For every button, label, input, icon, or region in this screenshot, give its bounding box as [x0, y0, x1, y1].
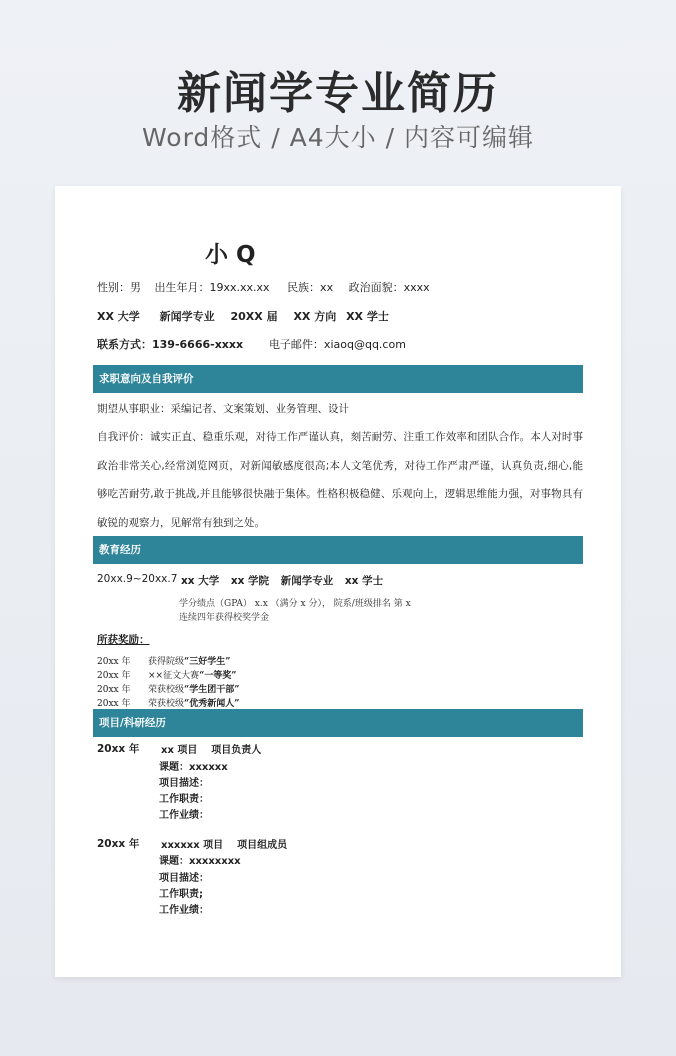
resume-page: [55, 186, 621, 977]
award-desc: ××征文大赛: [148, 671, 200, 681]
graduation-year: 20XX 届: [230, 310, 278, 323]
gpa-line: 学分绩点（GPA） x.x （满分 x 分）， 院系/班级排名 第 x: [179, 599, 411, 609]
award-item: [97, 668, 236, 681]
degree: XX 学士: [346, 310, 389, 323]
section-header-projects: 项目/科研经历: [93, 709, 583, 737]
award-name: “三好学生”: [184, 657, 231, 667]
award-item: [97, 696, 239, 709]
birth-date: 出生年月：19xx.xx.xx: [154, 281, 270, 294]
basic-info: [97, 279, 430, 295]
award-year: 20xx 年: [97, 699, 131, 709]
award-item: [97, 682, 239, 695]
edu-college: xx 学院: [230, 575, 270, 587]
major: 新闻学专业: [159, 310, 215, 323]
email: 电子邮件：xiaoq@qq.com: [268, 338, 406, 351]
project-duty: 工作职责;: [159, 889, 203, 900]
contact-info: [97, 336, 406, 352]
project-year: 20xx 年: [97, 838, 140, 850]
banner-title: 新闻学专业简历: [177, 68, 499, 119]
award-name: “优秀新闻人”: [184, 699, 240, 709]
candidate-name: 小 Q: [205, 242, 256, 268]
ethnicity: 民族：xx: [287, 281, 334, 294]
award-name: “一等奖”: [199, 671, 237, 681]
job-expectation: 期望从事职业：采编记者、文案策划、业务管理、设计: [97, 403, 349, 415]
phone: 联系方式：139-6666-xxxx: [97, 338, 244, 351]
project-topic: 课题：xxxxxx: [159, 762, 228, 773]
award-desc: 荣获校级: [148, 685, 185, 695]
award-desc: 荣获校级: [148, 699, 185, 709]
education-summary: [97, 308, 389, 324]
edu-major: 新闻学专业: [280, 575, 334, 587]
award-year: 20xx 年: [97, 657, 131, 667]
scholarship-line: 连续四年获得校奖学金: [179, 613, 270, 623]
project-topic: 课题：xxxxxxxx: [159, 856, 241, 867]
project-description: 项目描述：: [159, 778, 209, 789]
education-detail: [181, 573, 383, 588]
political-status: 政治面貌：xxxx: [348, 281, 430, 294]
project-result: 工作业绩：: [159, 810, 209, 821]
award-item: [97, 654, 230, 667]
self-evaluation: 自我评价：诚实正直、稳重乐观，对待工作严谨认真，刻苦耐劳、注重工作效率和团队合作。本人对时事政治非常关心,经常浏览网页，对新闻敏感度很高;本人文笔优秀，对待工作严肃严谨，认真负责,细心,能够吃苦耐劳,敢于挑战,并且能够很快融于集体。性格积极稳健、乐观向上，逻辑思维能力强，对事物具有敏锐的观察力，见解常有独到之处。: [97, 431, 583, 529]
education-period: 20xx.9~20xx.7: [97, 573, 178, 585]
project-description: 项目描述：: [159, 873, 209, 884]
section-header-education: 教育经历: [93, 536, 583, 564]
award-name: “学生团干部”: [184, 685, 240, 695]
banner-subtitle: Word格式 / A4大小 / 内容可编辑: [142, 123, 534, 152]
project-result: 工作业绩：: [159, 905, 209, 916]
award-desc: 获得院级: [148, 657, 185, 667]
edu-university: xx 大学: [181, 575, 220, 587]
project-duty: 工作职责：: [159, 794, 209, 805]
awards-title: 所获奖励：: [97, 634, 150, 646]
direction: XX 方向: [293, 310, 337, 323]
award-year: 20xx 年: [97, 671, 131, 681]
project-year: 20xx 年: [97, 743, 140, 755]
gender: 性别：男: [97, 281, 141, 294]
section-header-job: 求职意向及自我评价: [93, 365, 583, 393]
project-head: xx 项目 项目负责人: [161, 745, 262, 756]
university: XX 大学: [97, 310, 140, 323]
project-head: xxxxxx 项目 项目组成员: [161, 840, 288, 851]
edu-degree: xx 学士: [344, 575, 384, 587]
award-year: 20xx 年: [97, 685, 131, 695]
